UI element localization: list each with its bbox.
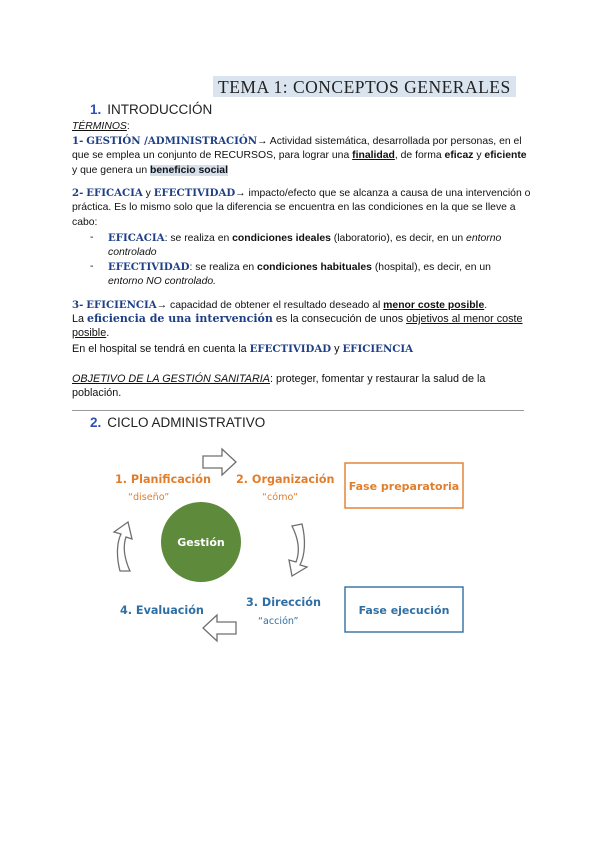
bullet-eficacia-bold: condiciones ideales xyxy=(232,233,331,244)
def1-mid2: y que genera un xyxy=(72,164,150,176)
objetivo-label: OBJETIVO DE LA GESTIÓN SANITARIA xyxy=(72,373,270,385)
step-evaluacion: 4. Evaluación xyxy=(120,604,204,617)
def3-term: EFICIENCIA xyxy=(86,299,157,311)
def3-menor: menor coste posible xyxy=(383,300,485,311)
def2-text: → impacto/efecto que se alcanza a causa de una intervención o práctica. Es lo mismo solo que la diferencia se encuentra en las condiciones en la que se lleve a cabo: xyxy=(72,188,531,228)
arrow-up-icon xyxy=(114,522,132,571)
bullet-efectividad-post: (hospital), es decir, en un xyxy=(371,262,491,273)
def1-y: y xyxy=(473,150,485,162)
def1-finalidad: finalidad xyxy=(352,150,395,162)
step-direccion: 3. Dirección xyxy=(246,596,321,609)
bullet-dash: - xyxy=(90,232,94,243)
def1-eficiente: eficiente xyxy=(484,150,527,162)
step-planificacion-sub: “diseño” xyxy=(128,492,170,503)
def1-mid: , de forma xyxy=(394,150,445,162)
eficiencia-under: objetivos al menor coste posible xyxy=(72,313,523,340)
page-title: TEMA 1: CONCEPTOS GENERALES xyxy=(213,76,516,97)
bullet-efectividad-italic: entorno NO controlado. xyxy=(108,276,217,288)
step-organizacion: 2. Organización xyxy=(236,473,335,486)
section-2-title: CICLO ADMINISTRATIVO xyxy=(107,415,266,430)
bullet-efectividad-bold: condiciones habituales xyxy=(257,262,372,273)
section-1-number: 1. xyxy=(90,102,102,117)
terms-colon: : xyxy=(126,121,130,132)
eficiencia-mid: es la consecución de unos xyxy=(272,313,407,325)
arrow-left-icon xyxy=(203,615,236,641)
arrow-right-icon xyxy=(203,449,236,475)
def2-term1: EFICACIA xyxy=(86,187,143,199)
def1-text: → Actividad sistemática, desarrollada por personas, en el que se emplea un conjunto de RECURSOS, para lograr una xyxy=(72,136,522,162)
bullet-efectividad-pre: : se realiza en xyxy=(189,262,258,273)
def3-end: . xyxy=(484,300,488,311)
bullet-eficacia-post: (laboratorio), es decir, en un xyxy=(330,233,467,244)
terms-label: TÉRMINOS xyxy=(72,121,127,132)
def1-beneficio: beneficio social xyxy=(150,164,228,176)
step-planificacion: 1. Planificación xyxy=(115,473,211,486)
def2-number: 2- xyxy=(72,187,84,199)
step-organizacion-sub: “cómo” xyxy=(262,492,298,503)
fase-preparatoria-label: Fase preparatoria xyxy=(348,480,460,493)
def1-number: 1- xyxy=(72,135,84,147)
hospital-pre: En el hospital se tendrá en cuenta la xyxy=(72,343,250,355)
def1-term: GESTIÓN /ADMINISTRACIÓN xyxy=(86,135,258,147)
hospital-t2: EFICIENCIA xyxy=(342,343,414,355)
hospital-t1: EFECTIVIDAD xyxy=(249,343,332,355)
fase-ejecucion-label: Fase ejecución xyxy=(358,604,450,617)
objetivo-text: : proteger, fomentar y restaurar la salud de la población. xyxy=(72,373,486,400)
def2-term2: EFECTIVIDAD xyxy=(153,187,236,199)
def1-eficaz: eficaz xyxy=(444,150,474,162)
eficiencia-end: . xyxy=(106,327,110,340)
eficiencia-pre: La xyxy=(72,313,88,325)
eficiencia-term: eficiencia de una intervención xyxy=(87,312,273,325)
hospital-y: y xyxy=(331,343,343,355)
def3-text: → capacidad de obtener el resultado deseado al xyxy=(156,300,384,311)
bullet-eficacia-pre: : se realiza en xyxy=(164,233,233,244)
bullet-efectividad-term: EFECTIVIDAD xyxy=(108,261,190,273)
gestion-label: Gestión xyxy=(177,536,225,549)
section-2-number: 2. xyxy=(90,415,102,430)
bullet-dash: - xyxy=(90,261,94,272)
def2-y: y xyxy=(142,188,154,199)
bullet-eficacia-term: EFICACIA xyxy=(108,232,165,244)
def3-number: 3- xyxy=(72,299,84,311)
arrow-down-icon xyxy=(289,524,307,576)
section-1-title: INTRODUCCIÓN xyxy=(107,102,213,117)
bullet-eficacia-italic: entorno controlado xyxy=(108,233,502,259)
step-direccion-sub: “acción” xyxy=(258,616,299,627)
